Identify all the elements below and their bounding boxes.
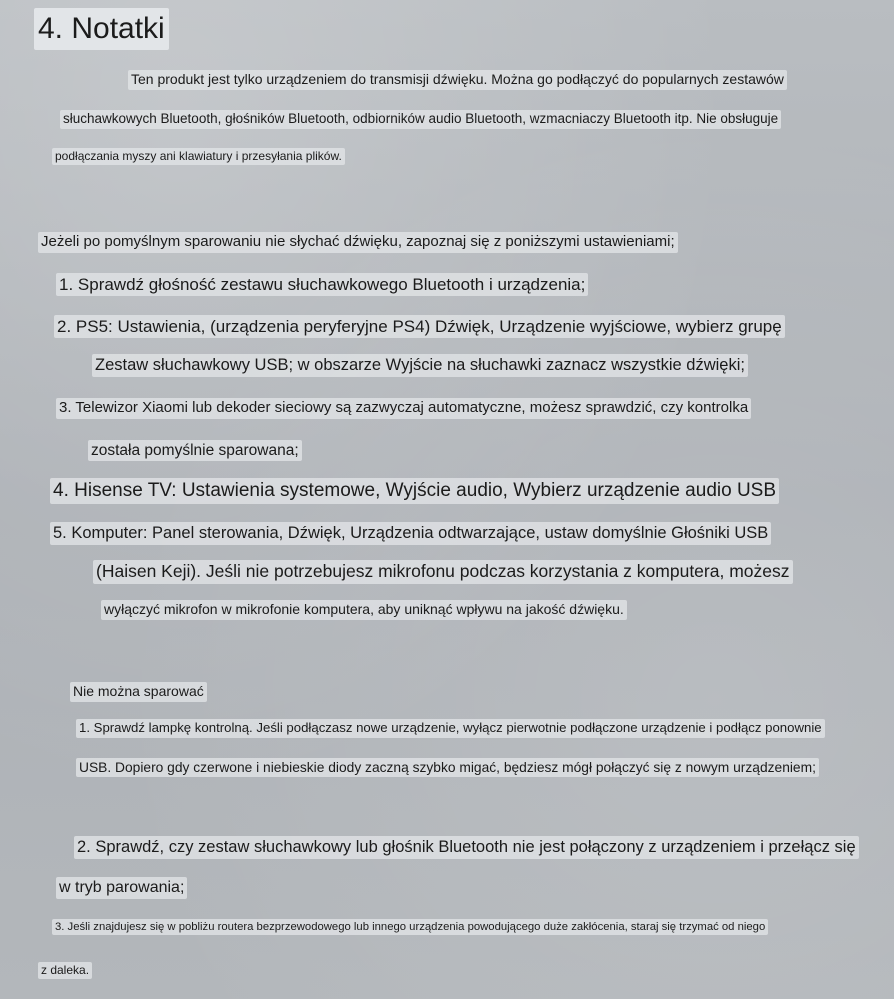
- no-sound-item-1: 1. Sprawdź głośność zestawu słuchawkowego Bluetooth i urządzenia;: [56, 273, 588, 296]
- cannot-pair-item-3: 3. Jeśli znajdujesz się w pobliżu routera bezprzewodowego lub innego urządzenia powodującego duże zakłócenia, staraj się trzymać od niego: [52, 919, 768, 935]
- no-sound-item-5: 5. Komputer: Panel sterowania, Dźwięk, Urządzenia odtwarzające, ustaw domyślnie Głośniki USB: [50, 522, 771, 545]
- no-sound-item-2: 2. PS5: Ustawienia, (urządzenia peryferyjne PS4) Dźwięk, Urządzenie wyjściowe, wybierz grupę: [54, 315, 785, 338]
- no-sound-heading: Jeżeli po pomyślnym sparowaniu nie słychać dźwięku, zapoznaj się z poniższymi ustawieniami;: [38, 232, 678, 253]
- no-sound-item-4: 4. Hisense TV: Ustawienia systemowe, Wyjście audio, Wybierz urządzenie audio USB: [50, 478, 779, 504]
- cannot-pair-heading: Nie można sparować: [70, 682, 207, 702]
- intro-line-2: słuchawkowych Bluetooth, głośników Bluetooth, odbiorników audio Bluetooth, wzmacniaczy Bluetooth itp. Nie obsługuje: [60, 110, 781, 129]
- no-sound-item-2-cont: Zestaw słuchawkowy USB; w obszarze Wyjście na słuchawki zaznacz wszystkie dźwięki;: [92, 354, 748, 377]
- page-title: 4. Notatki: [34, 8, 169, 50]
- intro-line-1: Ten produkt jest tylko urządzeniem do transmisji dźwięku. Można go podłączyć do popularnych zestawów: [128, 70, 787, 90]
- no-sound-item-5-cont: (Haisen Keji). Jeśli nie potrzebujesz mikrofonu podczas korzystania z komputera, możesz: [93, 560, 793, 584]
- no-sound-item-3-cont: została pomyślnie sparowana;: [88, 440, 302, 461]
- cannot-pair-item-1-cont: USB. Dopiero gdy czerwone i niebieskie diody zaczną szybko migać, będziesz mógł połączyć się z nowym urządzeniem;: [76, 758, 819, 777]
- no-sound-item-5-cont-2: wyłączyć mikrofon w mikrofonie komputera, aby uniknąć wpływu na jakość dźwięku.: [101, 600, 627, 620]
- cannot-pair-item-1: 1. Sprawdź lampkę kontrolną. Jeśli podłączasz nowe urządzenie, wyłącz pierwotnie podłączone urządzenie i podłącz ponownie: [76, 719, 825, 738]
- cannot-pair-item-2-cont: w tryb parowania;: [56, 877, 187, 899]
- intro-line-3: podłączania myszy ani klawiatury i przesyłania plików.: [52, 148, 345, 165]
- no-sound-item-3: 3. Telewizor Xiaomi lub dekoder sieciowy są zazwyczaj automatyczne, możesz sprawdzić, czy kontrolka: [56, 398, 751, 419]
- cannot-pair-item-3-cont: z daleka.: [38, 962, 92, 979]
- cannot-pair-item-2: 2. Sprawdź, czy zestaw słuchawkowy lub głośnik Bluetooth nie jest połączony z urządzeniem i przełącz się: [74, 836, 859, 859]
